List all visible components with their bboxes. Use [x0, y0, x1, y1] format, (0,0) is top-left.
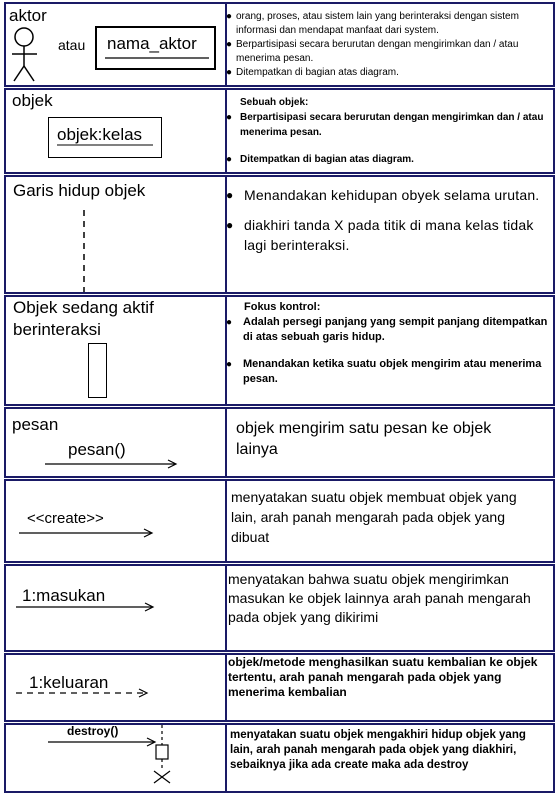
- pesan-description: objek mengirim satu pesan ke objek lainya: [236, 420, 492, 458]
- objek-title: objek: [12, 91, 53, 110]
- aktor-bullet-3: ● Ditempatkan di bagian atas diagram.: [226, 66, 555, 80]
- pesan-title: pesan: [12, 415, 59, 434]
- destroy-arrow-label: destroy(): [67, 724, 119, 738]
- column-divider: [225, 725, 227, 791]
- garis-hidup-bullet-1: ● Menandakan kehidupan obyek selama urutan.: [226, 185, 555, 205]
- objek-aktif-title-1: Objek sedang aktif: [13, 298, 154, 317]
- aktor-bullet-1: ● orang, proses, atau sistem lain yang berinteraksi dengan sistem informasi dan mendapat manfaat dari system.: [226, 10, 555, 38]
- masukan-arrow: [16, 602, 156, 612]
- masukan-description: menyatakan bahwa suatu objek mengirimkan masukan ke objek lainnya arah panah mengarah pada objek yang dikirimi: [228, 571, 531, 625]
- column-divider: [225, 481, 227, 561]
- pesan-arrow-label: pesan(): [68, 440, 126, 459]
- garis-hidup-description: [226, 185, 555, 255]
- lifeline-dashed-line: [83, 210, 85, 292]
- objek-intro: Sebuah objek:: [240, 97, 309, 108]
- destroy-description: menyatakan suatu objek mengakhiri hidup objek yang lain, arah panah mengarah pada objek yang diakhiri, sebaiknya jika ada create maka ada destroy: [230, 729, 526, 771]
- objek-aktif-bullet-1: ● Adalah persegi panjang yang sempit panjang ditempatkan di atas sebuah garis hidup.: [226, 315, 555, 345]
- masukan-arrow-label: 1:masukan: [22, 586, 106, 605]
- objek-bullet-1: ● Berpartisipasi secara berurutan dengan mengirimkan dan / atau menerima pesan.: [226, 110, 555, 140]
- keluaran-description: objek/metode menghasilkan suatu kembalian ke objek tertentu, arah panah mengarah pada objek yang menerima kembalian: [228, 655, 538, 699]
- aktor-name-underline: [105, 57, 209, 59]
- column-divider: [225, 655, 227, 720]
- create-description: menyatakan suatu objek membuat objek yang lain, arah panah mengarah pada objek yang dibuat: [231, 489, 517, 545]
- destroy-diagram: [48, 725, 178, 787]
- keluaran-arrow-label: 1:keluaran: [29, 673, 109, 692]
- create-arrow-label: <<create>>: [27, 510, 104, 527]
- objek-aktif-title-2: berinteraksi: [13, 320, 101, 339]
- garis-hidup-bullet-2: ● diakhiri tanda X pada titik di mana kelas tidak lagi berinteraksi.: [226, 215, 555, 255]
- objek-description: [226, 95, 555, 167]
- objek-aktif-bullet-2: ● Menandakan ketika suatu objek mengirim atau menerima pesan.: [226, 357, 555, 387]
- objek-bullet-2: ● Ditempatkan di bagian atas diagram.: [226, 152, 555, 167]
- activation-box: [88, 343, 107, 398]
- aktor-name-label: nama_aktor: [107, 34, 197, 53]
- create-arrow: [19, 528, 155, 538]
- column-divider: [225, 566, 227, 650]
- objek-box-label: objek:kelas: [57, 125, 143, 144]
- pesan-arrow: [45, 459, 179, 469]
- column-divider: [225, 409, 227, 476]
- aktor-description: [226, 10, 555, 80]
- keluaran-dashed-arrow: [16, 688, 150, 698]
- aktor-bullet-2: ● Berpartisipasi secara berurutan dengan mengirimkan dan / atau menerima pesan.: [226, 38, 555, 66]
- objek-aktif-intro: Fokus kontrol:: [244, 301, 321, 313]
- aktor-title: aktor: [9, 6, 47, 25]
- garis-hidup-title: Garis hidup objek: [13, 181, 146, 200]
- aktor-or-label: atau: [58, 37, 86, 53]
- objek-box-underline: [57, 144, 153, 146]
- stick-figure-icon: [10, 24, 40, 84]
- objek-aktif-description: [226, 300, 555, 387]
